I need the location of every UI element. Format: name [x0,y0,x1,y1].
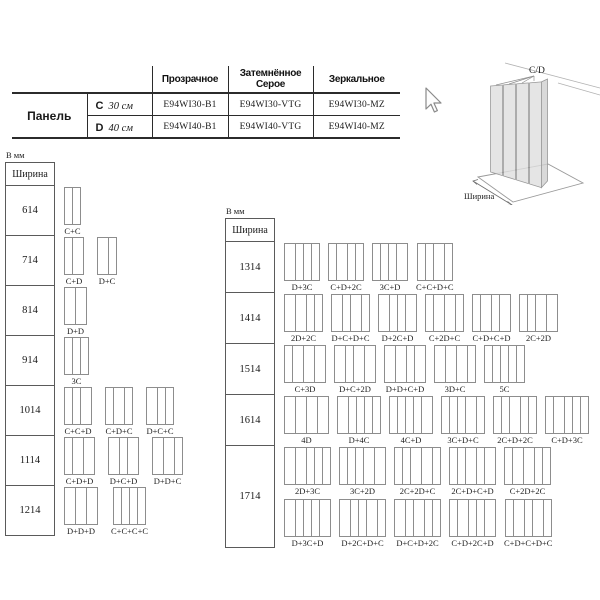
config-label: D+2C+D+C [341,538,384,548]
panel-d [72,237,84,275]
column-header-transparent: Прозрачное [152,66,228,93]
panel-group [449,499,496,537]
config-label: D+C+D+2C [396,538,439,548]
diagram-line [64,187,81,236]
config-diagram [152,437,183,486]
panel-group [339,499,386,537]
code-d-tinted: E94WI40-VTG [228,116,313,139]
panel-group [97,237,117,275]
diagram-area [275,343,525,395]
config-label: C+2D+2C [509,486,546,496]
panel-c [322,447,331,485]
product-row-c [12,93,400,116]
right-config-table [225,206,597,548]
panel-group [146,387,174,425]
code-c-tinted: E94WI30-VTG [228,93,313,116]
config-diagram [284,243,320,292]
config-row [5,235,220,286]
config-diagram [337,396,381,445]
panel-group [417,243,453,281]
config-diagram [493,396,537,445]
config-label: 2C+D+2C [497,435,533,445]
diagram-line [64,487,148,536]
panel-group [331,294,370,332]
config-diagram [504,447,551,496]
panel-d [86,487,98,525]
right-config-rows [225,241,597,548]
config-diagram [449,499,496,548]
config-label: 2D+3C [294,486,321,496]
diagram-line [64,237,117,286]
config-label: 4C+D [400,435,422,445]
panel-c [124,387,133,425]
config-diagram [284,294,323,343]
config-label: D+C+D+C [331,333,370,343]
config-label: D+D+D [66,526,95,536]
config-row [225,241,597,293]
panel-type-letter: C [95,99,104,112]
config-label: C+C+C+C [111,526,149,536]
panel-group [384,345,426,383]
config-diagram [108,437,139,486]
panel-c [174,437,183,475]
config-row [5,285,220,336]
panel-group [284,294,323,332]
panel-type-c-cell [87,93,152,116]
config-diagram [394,447,441,496]
panel-group [372,243,408,281]
panel-c [432,499,441,537]
config-diagram [97,237,117,286]
config-diagram [284,396,329,445]
panel-group [284,345,326,383]
config-diagram [416,243,454,292]
diagram-area [275,241,454,293]
panel-d [421,396,433,434]
config-diagram [64,487,98,536]
panel-d [364,345,376,383]
config-diagram [425,294,464,343]
config-label: C+D+C+D [472,333,511,343]
width-value: 614 [5,185,55,236]
diagram-area [275,292,558,344]
product-table-header-row [12,66,400,93]
config-row [5,485,220,536]
panel-d [546,294,558,332]
config-diagram [394,499,441,548]
config-label: C+D [65,276,83,286]
width-value: 814 [5,285,55,336]
panel-c [542,447,551,485]
config-diagram [64,437,95,486]
panel-c [80,337,89,375]
panel-c [311,243,320,281]
config-diagram [64,187,81,236]
config-label: C+2D+C [428,333,461,343]
config-diagram [434,345,476,394]
panel-group [472,294,511,332]
product-code-table [12,66,400,139]
config-label: 2C+2D [525,333,552,343]
panel-group [425,294,464,332]
config-label: D+2C+D [381,333,414,343]
panel-c [444,243,453,281]
config-label: 3C+2D [349,486,376,496]
shower-screen-illustration [450,55,600,205]
panel-d [319,499,331,537]
panel-group [337,396,381,434]
diagram-area [55,385,174,436]
panel-c [543,499,552,537]
code-d-mirror: E94WI40-MZ [313,116,400,139]
config-label: C+C [64,226,81,236]
panel-c [455,294,464,332]
diagram-line [284,396,589,445]
config-row [5,385,220,436]
panel-group [152,437,183,475]
panel-c [165,387,174,425]
diagram-area [55,485,148,536]
panel-type-d-cell [87,116,152,139]
glass-panels [491,79,548,188]
panel-group [284,499,331,537]
config-label: 2D+2C [290,333,317,343]
panel-c [467,345,476,383]
width-label: Ширина [464,191,495,201]
panel-size: 30 см [108,100,133,112]
panel-c [314,294,323,332]
panel-group [545,396,589,434]
config-row [225,394,597,446]
config-diagram [545,396,589,445]
config-diagram [64,387,92,436]
width-value: 1514 [225,343,275,395]
width-value: 1114 [5,435,55,486]
config-row [225,445,597,548]
panel-d [374,447,386,485]
panel-group [504,447,551,485]
panel-c [476,396,485,434]
panel-group [284,396,329,434]
panel-group [108,437,139,475]
config-label: 2C+2D+C [399,486,436,496]
column-header-tinted-grey: Затемнённое Серое [228,66,313,93]
panel-d [314,345,326,383]
config-diagram [519,294,558,343]
config-label: C+D+C+D+C [504,538,553,548]
config-label: D+3C+D [291,538,324,548]
width-column-header: Ширина [225,218,275,242]
panel-group [441,396,485,434]
config-label: D+D+C [153,476,182,486]
panel-group [493,396,537,434]
diagram-area [55,235,117,286]
config-diagram [372,243,408,292]
panel-c [580,396,589,434]
panel-group [64,187,81,225]
config-label: 5C [499,384,510,394]
width-value: 1714 [225,445,275,548]
width-value: 1614 [225,394,275,446]
panel-group [113,487,146,525]
config-label: C+D+3C [551,435,583,445]
config-diagram [441,396,485,445]
unit-label: В мм [226,206,245,216]
width-value: 1214 [5,485,55,536]
diagram-area [55,285,87,336]
panel-d [499,294,511,332]
panel-group [334,345,376,383]
header-empty-cell [12,66,152,93]
config-label: D+C+D [109,476,138,486]
panel-c [377,499,386,537]
diagram-area [55,185,81,236]
panel-group [394,499,441,537]
config-label: D+C [98,276,116,286]
config-row [5,435,220,486]
panel-c [372,396,381,434]
config-row [225,343,597,395]
panel-group [64,487,98,525]
panel-d [484,499,496,537]
panel-group [64,287,87,325]
panel-c [355,243,364,281]
unit-label: В мм [6,150,25,160]
diagram-line [64,337,89,386]
left-config-rows [5,185,220,536]
config-label: D+4C [348,435,370,445]
config-diagram [64,337,89,386]
config-diagram [328,243,364,292]
config-label: 3C [71,376,82,386]
panel-group [64,437,95,475]
config-row [5,185,220,236]
panel-group [484,345,525,383]
config-label: 3C+D+C [447,435,479,445]
config-diagram [384,345,426,394]
column-header-mirror: Зеркальное [313,66,400,93]
config-label: D+C+2D [339,384,371,394]
panel-d [414,345,426,383]
config-row [225,292,597,344]
config-label: C+D+C [105,426,133,436]
panel-d [75,287,87,325]
panel-group [389,396,433,434]
panel-c [72,187,81,225]
diagram-line [284,243,454,292]
panel-c [108,237,117,275]
width-column-header: Ширина [5,162,55,186]
panel-group [328,243,364,281]
config-diagram [378,294,417,343]
config-label: D+3C [291,282,313,292]
panel-group [434,345,476,383]
diagram-area [275,394,589,446]
config-diagram [484,345,525,394]
panel-c [516,345,525,383]
config-diagram [111,487,148,536]
panel-group [505,499,552,537]
panel-type-label: C/D [529,66,545,76]
code-d-transparent: E94WI40-B1 [152,116,228,139]
config-label: C+D+2C+D [451,538,494,548]
panel-d [83,437,95,475]
config-label: C+3D [294,384,316,394]
panel-group [284,447,331,485]
panel-group [64,337,89,375]
config-label: 3D+C [444,384,466,394]
mouse-cursor [422,86,444,116]
panel-group [378,294,417,332]
diagram-line [64,437,183,486]
panel-c [528,396,537,434]
config-label: D+D+C+D [385,384,425,394]
config-diagram [105,387,133,436]
config-diagram [331,294,370,343]
config-diagram [339,447,386,496]
config-diagram [472,294,511,343]
diagram-line [284,447,552,496]
config-label: C+C+D [64,426,92,436]
config-diagram [389,396,433,445]
config-label: 2C+D+C+D [451,486,494,496]
diagram-line [284,345,525,394]
diagram-area [275,445,552,548]
config-label: C+D+2C [330,282,362,292]
panel-group [519,294,558,332]
config-diagram [449,447,496,496]
panel-group [449,447,496,485]
panel-group [339,447,386,485]
config-label: C+D+D [65,476,94,486]
code-c-transparent: E94WI30-B1 [152,93,228,116]
config-label: D+D [66,326,85,336]
diagram-line [64,387,174,436]
code-c-mirror: E94WI30-MZ [313,93,400,116]
config-diagram [504,499,552,548]
width-value: 714 [5,235,55,286]
config-label: 3C+D [379,282,401,292]
config-row [5,335,220,386]
width-value: 1414 [225,292,275,344]
diagram-area [55,335,89,386]
diagram-line [284,294,558,343]
config-diagram [334,345,376,394]
row-label-panel: Панель [12,93,87,138]
panel-c [137,487,146,525]
panel-d [396,243,408,281]
diagram-line [64,287,87,336]
config-diagram [64,237,84,286]
panel-c [361,294,370,332]
left-config-table [5,150,220,536]
panel-group [64,387,92,425]
width-value: 1014 [5,385,55,436]
config-label: C+C+D+C [416,282,454,292]
panel-size: 40 см [108,122,133,134]
config-diagram [339,499,386,548]
config-diagram [284,447,331,496]
config-diagram [64,287,87,336]
panel-d [484,447,496,485]
panel-type-letter: D [95,121,104,134]
config-label: D+C+C [146,426,174,436]
diagram-line [284,499,552,548]
panel-c [432,447,441,485]
panel-group [105,387,133,425]
panel-d [127,437,139,475]
panel-d [317,396,329,434]
config-diagram [284,499,331,548]
config-diagram [284,345,326,394]
panel-d [405,294,417,332]
config-label: 4D [301,435,312,445]
config-diagram [146,387,174,436]
panel-group [284,243,320,281]
diagram-area [55,435,183,486]
panel-d [80,387,92,425]
panel-group [394,447,441,485]
panel-group [64,237,84,275]
width-value: 914 [5,335,55,386]
width-value: 1314 [225,241,275,293]
